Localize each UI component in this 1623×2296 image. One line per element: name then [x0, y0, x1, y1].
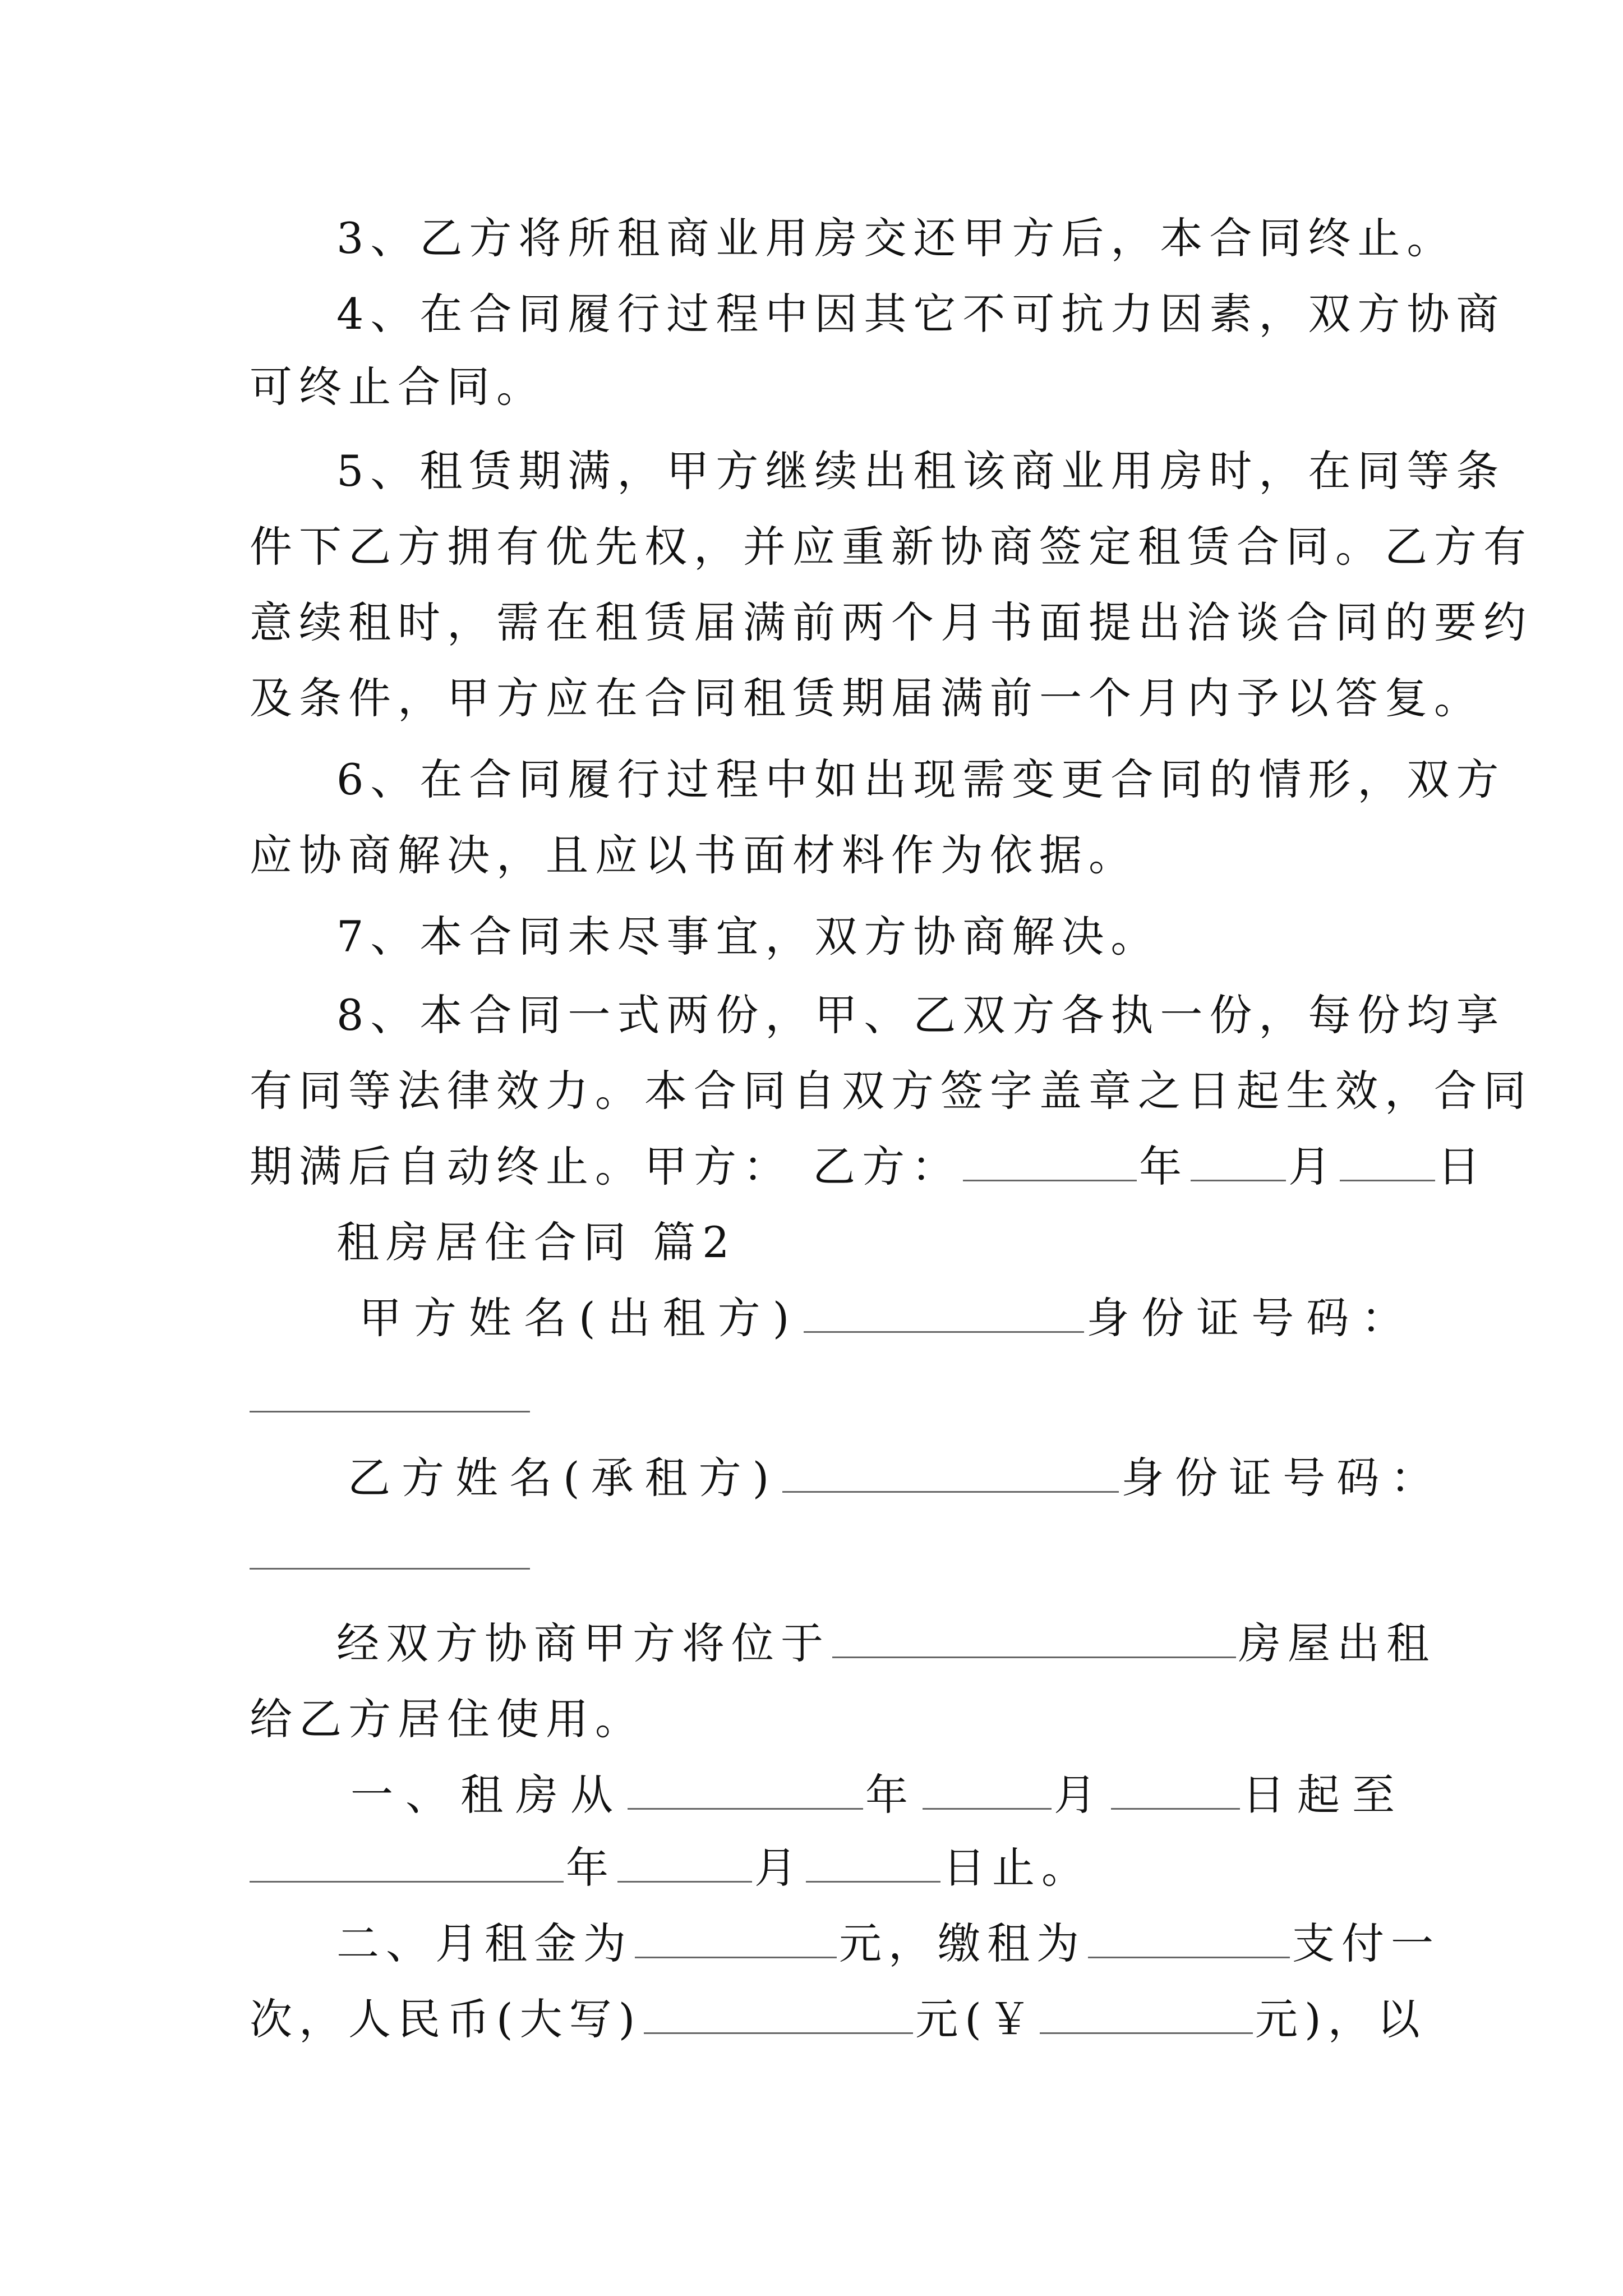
clause-7-text: 7、本合同未尽事宜，双方协商解决。: [336, 912, 1160, 961]
year-label: 年: [1139, 1142, 1189, 1191]
section-2-title: 租房居住合同 篇2: [336, 1217, 736, 1267]
section-2-heading: [336, 1214, 1382, 1271]
clause-5-line-2: [250, 519, 1533, 575]
party-b-id-label: 身份证号码：: [1121, 1453, 1445, 1503]
clause-6-text-2: 应协商解决，且应以书面材料作为依据。: [250, 830, 1138, 880]
clause-6-text-1: 6、在合同履行过程中如出现需变更合同的情形，双方: [336, 754, 1506, 804]
clause-4-line-2: [250, 359, 1382, 415]
rent-uppercase-blank[interactable]: [644, 1992, 913, 2034]
clause-3-text: 3、乙方将所租商业用房交还甲方后，本合同终止。: [336, 213, 1456, 263]
intro-text-2: 给乙方居住使用。: [250, 1694, 644, 1744]
clause-3: [336, 210, 1456, 266]
year-blank[interactable]: [963, 1139, 1137, 1181]
party-a-name-blank[interactable]: [804, 1291, 1084, 1333]
clause-5-text-2: 件下乙方拥有优先权，并应重新协商签定租赁合同。乙方有: [250, 522, 1533, 572]
term-start-day-blank[interactable]: [1111, 1768, 1240, 1810]
party-b-id-blank[interactable]: [250, 1568, 530, 1570]
signature-label: 期满后自动终止。甲方： 乙方：: [250, 1142, 961, 1191]
clause-8-text-2: 有同等法律效力。本合同自双方签字盖章之日起生效，合同: [250, 1066, 1533, 1116]
day-label: 日: [1437, 1142, 1487, 1191]
clause-5-text-3: 意续租时，需在租赁届满前两个月书面提出洽谈合同的要约: [250, 597, 1533, 647]
rent-yen-label: 元(￥: [915, 1994, 1038, 2044]
intro-line-2: [250, 1691, 1382, 1747]
clause-5-line-4: [250, 670, 1483, 726]
clause-6-line-1: [336, 752, 1506, 808]
clause-8-line-1: [336, 987, 1506, 1043]
clause-7: [336, 909, 1382, 965]
intro-text-b: 房屋出租: [1238, 1618, 1436, 1668]
address-blank[interactable]: [832, 1616, 1236, 1658]
clause-8-text-1: 8、本合同一式两份，甲、乙双方各执一份，每份均享: [336, 990, 1506, 1040]
rent-pay-label: 支付一: [1292, 1918, 1440, 1968]
clause-5-text-1: 5、租赁期满，甲方继续出租该商业用房时，在同等条: [336, 446, 1506, 496]
term-start-month-blank[interactable]: [923, 1768, 1052, 1810]
clause-4-text-1: 4、在合同履行过程中因其它不可抗力因素，双方协商: [336, 289, 1506, 339]
clause-5-line-3: [250, 595, 1533, 651]
term-line-2: [250, 1840, 1382, 1896]
clause-4-line-1: [336, 286, 1506, 342]
term-label: 一、租房从: [351, 1770, 625, 1820]
term-start-year-blank[interactable]: [628, 1768, 863, 1810]
term-end-year-blank[interactable]: [250, 1841, 564, 1883]
rent-end-label: 元)，以: [1255, 1994, 1427, 2044]
party-a-id-label: 身份证号码：: [1086, 1293, 1417, 1343]
day-blank[interactable]: [1340, 1139, 1435, 1181]
party-b-line: [348, 1450, 1445, 1506]
party-a-label: 甲方姓名(出租方): [359, 1293, 802, 1343]
party-a-id-blank[interactable]: [250, 1411, 530, 1412]
term-year-label: 年: [865, 1770, 920, 1820]
term-line-1: [351, 1767, 1407, 1823]
monthly-rent-blank[interactable]: [635, 1916, 837, 1958]
clause-8-line-3: [250, 1139, 1487, 1195]
rent-label: 二、月租金为: [336, 1918, 633, 1968]
clause-6-line-2: [250, 827, 1382, 884]
clause-5-text-4: 及条件，甲方应在合同租赁期届满前一个月内予以答复。: [250, 673, 1483, 723]
rent-rmb-label: 次，人民币(大写): [250, 1994, 642, 2044]
term-end-month-blank[interactable]: [617, 1841, 752, 1883]
term-month2-label: 月: [754, 1843, 804, 1893]
rent-numeric-blank[interactable]: [1040, 1992, 1253, 2034]
intro-text-a: 经双方协商甲方将位于: [336, 1618, 830, 1668]
term-end-label: 日止。: [943, 1843, 1091, 1893]
clause-4-text-2: 可终止合同。: [250, 362, 546, 412]
term-month-label: 月: [1054, 1770, 1109, 1820]
rent-line-2: [250, 1991, 1427, 2047]
party-b-name-blank[interactable]: [782, 1451, 1119, 1493]
rent-line-1: [336, 1916, 1440, 1972]
intro-line-1: [336, 1616, 1436, 1672]
term-year2-label: 年: [566, 1843, 615, 1893]
payment-period-blank[interactable]: [1088, 1916, 1290, 1958]
term-from-to-label: 日起至: [1242, 1770, 1407, 1820]
party-a-line: [359, 1290, 1417, 1346]
month-blank[interactable]: [1191, 1139, 1286, 1181]
month-label: 月: [1288, 1142, 1338, 1191]
clause-8-line-2: [250, 1063, 1533, 1119]
clause-5-line-1: [336, 443, 1506, 499]
term-end-day-blank[interactable]: [806, 1841, 940, 1883]
rent-yuan-label: 元，缴租为: [839, 1918, 1086, 1968]
party-b-label: 乙方姓名(承租方): [348, 1453, 781, 1503]
